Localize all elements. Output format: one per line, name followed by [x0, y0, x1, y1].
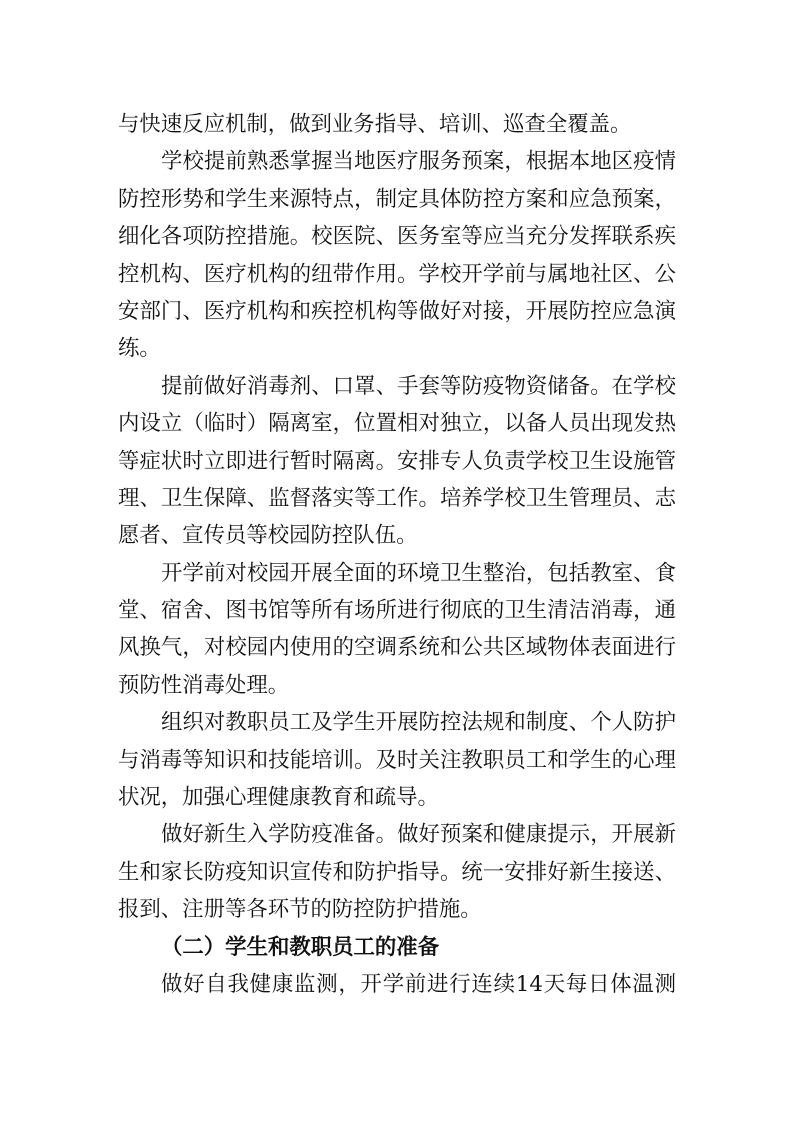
text-line: 与消毒等知识和技能培训。及时关注教职员工和学生的心理: [118, 747, 676, 773]
text-line: 愿者、宣传员等校园防控队伍。: [118, 523, 418, 549]
text-line: 开学前对校园开展全面的环境卫生整治，包括教室、食: [161, 560, 676, 586]
paragraph: [118, 966, 676, 1003]
paragraph: [118, 555, 676, 705]
section-heading: [118, 929, 676, 966]
text-line: 细化各项防控措施。校医院、医务室等应当充分发挥联系疾: [118, 224, 676, 250]
paragraph: [118, 704, 676, 816]
document-body: [118, 106, 676, 1003]
text-line: 报到、注册等各环节的防控防护措施。: [118, 897, 482, 923]
paragraph: [118, 143, 676, 367]
text-line: 练。: [118, 336, 161, 362]
text-line: 理、卫生保障、监督落实等工作。培养学校卫生管理员、志: [118, 485, 676, 511]
text-line: 安部门、医疗机构和疾控机构等做好对接，开展防控应急演: [118, 298, 676, 324]
text-line: 等症状时立即进行暂时隔离。安排专人负责学校卫生设施管: [118, 448, 676, 474]
text-line: 与快速反应机制，做到业务指导、培训、巡查全覆盖。: [118, 112, 632, 137]
text-line: 学校提前熟悉掌握当地医疗服务预案，根据本地区疫情: [161, 149, 676, 175]
text-line: 控机构、医疗机构的纽带作用。学校开学前与属地社区、公: [118, 261, 676, 287]
text-line: 预防性消毒处理。: [118, 672, 290, 698]
text-line: 提前做好消毒剂、口罩、手套等防疫物资储备。在学校: [161, 373, 676, 399]
text-line: 风换气，对校园内使用的空调系统和公共区域物体表面进行: [118, 635, 676, 661]
text-line: 内设立（临时）隔离室，位置相对独立，以备人员出现发热: [118, 411, 676, 437]
text-line: 做好新生入学防疫准备。做好预案和健康提示，开展新: [161, 822, 676, 848]
text-line: 堂、宿舍、图书馆等所有场所进行彻底的卫生清洁消毒，通: [118, 598, 676, 624]
paragraph: [118, 106, 676, 143]
text-line: 防控形势和学生来源特点，制定具体防控方案和应急预案，: [118, 186, 676, 212]
paragraph: [118, 368, 676, 555]
paragraph: [118, 816, 676, 928]
text-line: 生和家长防疫知识宣传和防护指导。统一安排好新生接送、: [118, 859, 676, 885]
heading-text: （二）学生和教职员工的准备: [161, 934, 440, 960]
text-line: 状况，加强心理健康教育和疏导。: [118, 785, 439, 811]
text-line: 做好自我健康监测，开学前进行连续14天每日体温测: [161, 971, 676, 997]
text-line: 组织对教职员工及学生开展防控法规和制度、个人防护: [161, 710, 676, 736]
